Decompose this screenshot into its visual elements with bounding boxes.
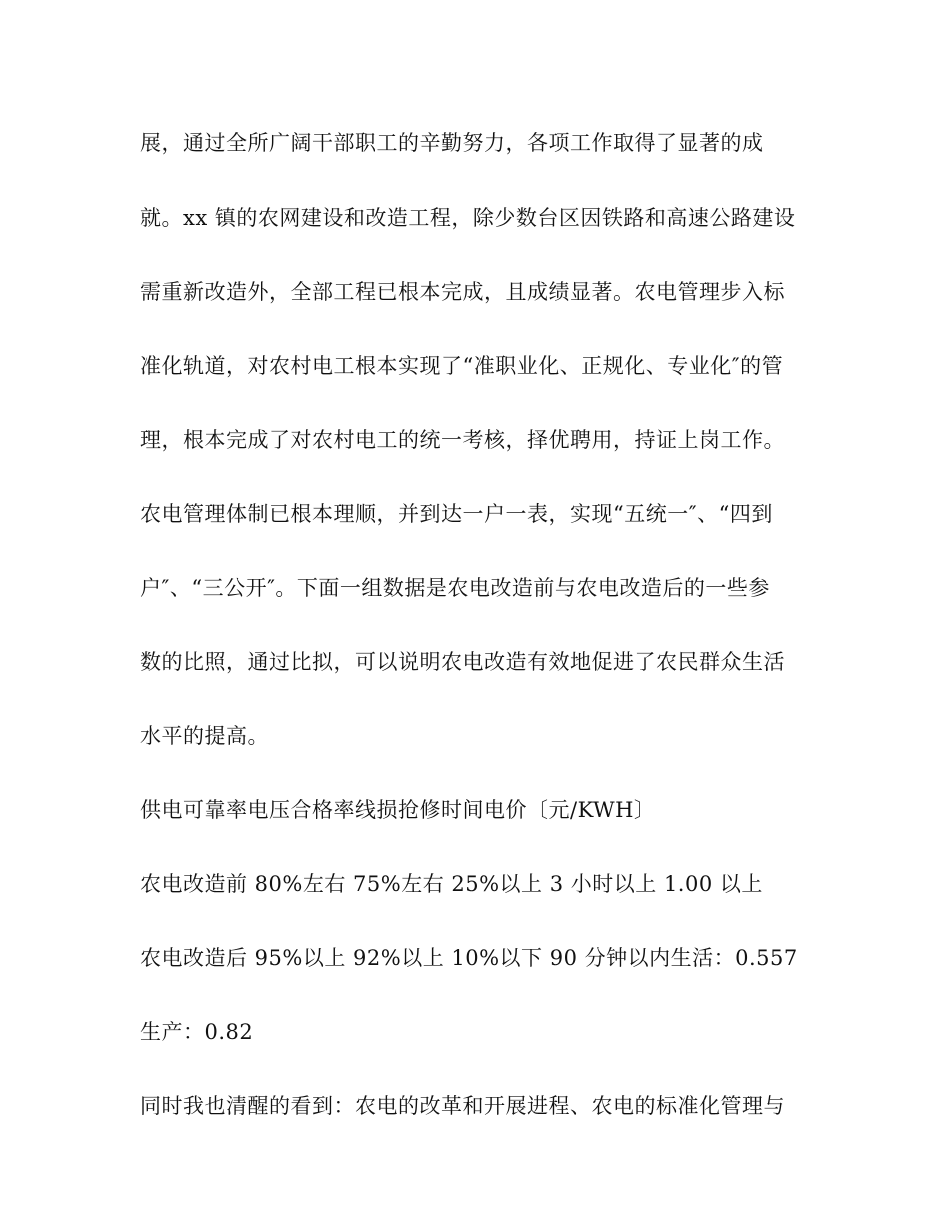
- paragraph-line: 户″、“三公开″。下面一组数据是农电改造前与农电改造后的一些参: [140, 576, 770, 600]
- paragraph-line: 需重新改造外，全部工程已根本完成，且成绩显著。农电管理步入标: [140, 280, 785, 304]
- table-row-before: 农电改造前 80%左右 75%左右 25%以上 3 小时以上 1.00 以上: [140, 872, 763, 896]
- paragraph-line: 数的比照，通过比拟，可以说明农电改造有效地促进了农民群众生活: [140, 650, 785, 674]
- paragraph-line: 就。xx 镇的农网建设和改造工程，除少数台区因铁路和高速公路建设: [140, 206, 796, 230]
- paragraph-line: 同时我也清醒的看到：农电的改革和开展进程、农电的标准化管理与: [140, 1094, 785, 1118]
- paragraph-line: 准化轨道，对农村电工根本实现了“准职业化、正规化、专业化″的管: [140, 354, 784, 378]
- paragraph-line: 农电管理体制已根本理顺，并到达一户一表，实现“五统一″、“四到: [140, 502, 773, 526]
- table-row-after-continued: 生产：0.82: [140, 1020, 254, 1044]
- table-row-after: 农电改造后 95%以上 92%以上 10%以下 90 分钟以内生活：0.557: [140, 946, 798, 970]
- table-header-line: 供电可靠率电压合格率线损抢修时间电价〔元/KWH〕: [140, 798, 656, 822]
- paragraph-line: 理，根本完成了对农村电工的统一考核，择优聘用，持证上岗工作。: [140, 428, 785, 452]
- paragraph-line: 展，通过全所广阔干部职工的辛勤努力，各项工作取得了显著的成: [140, 131, 764, 155]
- paragraph-line: 水平的提高。: [140, 724, 269, 748]
